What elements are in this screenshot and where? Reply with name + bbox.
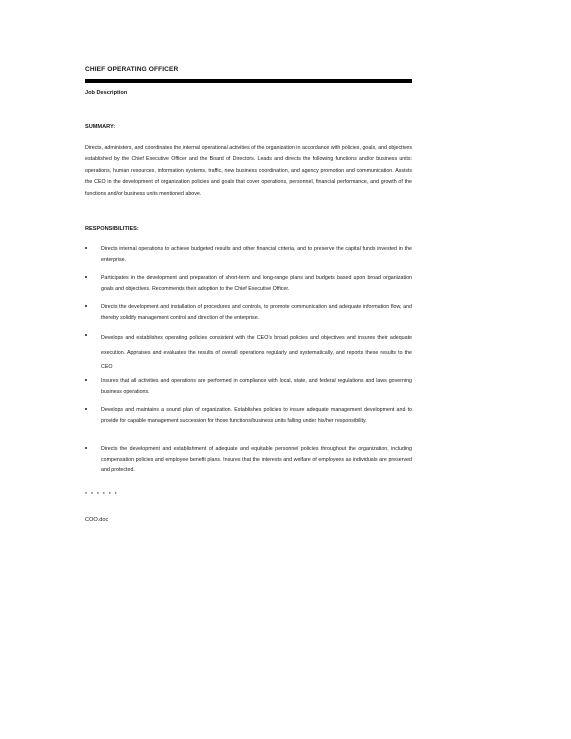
bullet-icon: [85, 447, 87, 449]
document-title: CHIEF OPERATING OFFICER: [85, 66, 179, 73]
list-item-text: Participates in the development and preparation of short-term and long-range plans and budgets based upon broad organization goals and objectives. Recommends their adoption to the Chief Executive Officer.: [101, 275, 412, 292]
bullet-icon: [85, 379, 87, 381]
document-subtitle: Job Description: [85, 90, 128, 96]
summary-heading: SUMMARY:: [85, 124, 116, 130]
summary-paragraph: Directs, administers, and coordinates the internal operational activities of the organization in accordance with policies, goals, and objectives established by the Chief Executive Officer and the Board of Directors. Leads and directs the following functions and/or business units: operations, human resources, information systems, traffic, new business coordination, and agency promotion and communication. Assists the CEO in the development of organization policies and goals that cover operations, personnel, financial performance, and growth of the functions and/or business units mentioned above.: [85, 145, 412, 197]
bullet-icon: [85, 305, 87, 307]
list-item-text: Directs the development and establishment of adequate and equitable personnel policies throughout the organization, including compensation policies and employee benefit plans. Insures that the interests and welfare of employees as individuals are preserved and protected.: [101, 446, 412, 474]
responsibilities-heading: RESPONSIBILITIES:: [85, 226, 139, 232]
footer-filename: COO.doc: [85, 517, 109, 523]
bullet-icon: [85, 247, 87, 249]
list-item-text: Directs the development and installation of procedures and controls, to promote communication and adequate information flow, and thereby solidify management control and direction of the enterprise.: [101, 304, 412, 321]
list-item-text: Develops and maintains a sound plan of organization. Establishes policies to insure adequate management development and to provide for capable management succession for those functions/business units falling under his/her responsibility.: [101, 407, 412, 424]
bullet-icon: [85, 276, 87, 278]
bullet-icon: [85, 408, 87, 410]
section-separator: * * * * * *: [85, 492, 118, 498]
list-item-text: Insures that all activities and operations are performed in compliance with local, state, and federal regulations and laws governing business operations.: [101, 378, 412, 395]
list-item-text: Develops and establishes operating policies consistent with the CEO’s broad policies and objectives and insures their adequate execution. Appraises and evaluates the results of overall operations regularly and systematically, and reports these results to the CEO: [101, 335, 412, 370]
list-item-text: Directs internal operations to achieve budgeted results and other financial criteria, and to preserve the capital funds invested in the enterprise.: [101, 246, 412, 263]
bullet-icon: [85, 334, 87, 336]
title-divider: [85, 79, 412, 83]
